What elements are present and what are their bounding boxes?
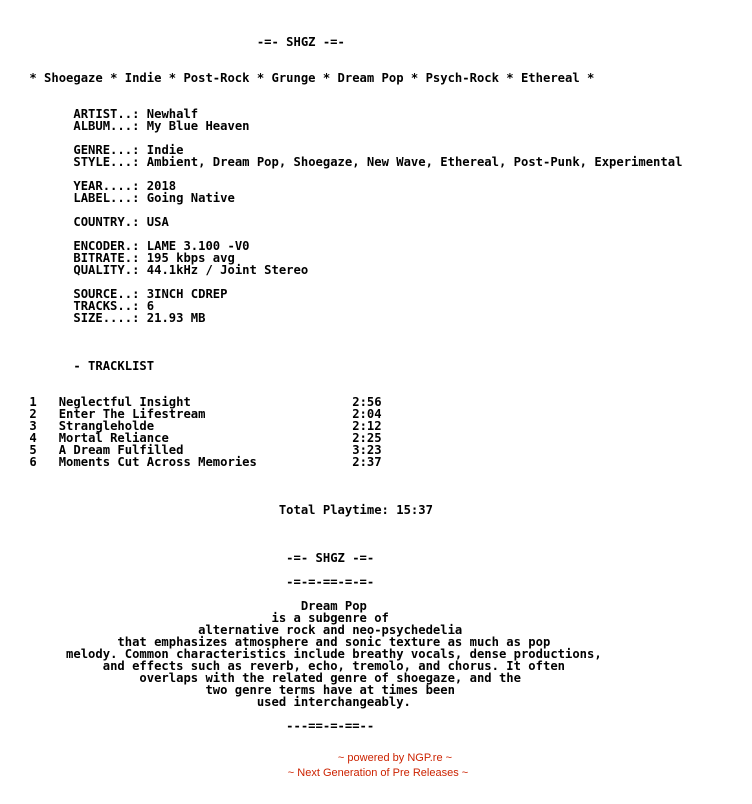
album-value: My Blue Heaven [146, 119, 250, 133]
nfo-text [0, 36, 682, 732]
track-title: Mortal Reliance [58, 431, 169, 445]
about-line-text: that emphasizes atmosphere and sonic texture as much as pop [117, 635, 551, 649]
country-label: COUNTRY.: [73, 215, 140, 229]
size-label: SIZE....: [73, 311, 140, 325]
total-playtime-text: Total Playtime: 15:37 [278, 503, 433, 517]
footer-tagline: ~ Next Generation of Pre Releases ~ [287, 767, 469, 779]
about-line-text: overlaps with the related genre of shoegaze, and the [139, 671, 521, 685]
about-line-text: melody. Common characteristics include breathy vocals, dense productions, [66, 647, 602, 661]
track-number: 1 [29, 395, 37, 409]
about-divider-top [0, 576, 682, 588]
source-label: SOURCE..: [73, 287, 140, 301]
tracklist-heading [0, 360, 682, 372]
track-time: 2:04 [352, 407, 382, 421]
quality-value: 44.1kHz / Joint Stereo [146, 263, 309, 277]
track-title: Moments Cut Across Memories [58, 455, 257, 469]
year-label: YEAR....: [73, 179, 140, 193]
encoder-value: LAME 3.100 -V0 [146, 239, 250, 253]
group-tag: -=- SHGZ -=- [256, 35, 345, 49]
encoder-label: ENCODER.: [73, 239, 140, 253]
size-row [0, 312, 682, 324]
group-tag-header [0, 36, 682, 48]
about-line-text: is a subgenre of [271, 611, 389, 625]
album-row [0, 120, 682, 132]
about-group-tag [0, 552, 682, 564]
label-label: LABEL...: [73, 191, 140, 205]
source-value: 3INCH CDREP [146, 287, 228, 301]
about-divider-top-text: -=-=-==-=-=- [286, 575, 375, 589]
track-title: Enter The Lifestream [58, 407, 206, 421]
about-line-text: alternative rock and neo-psychedelia [198, 623, 463, 637]
about-line-text: two genre terms have at times been [205, 683, 455, 697]
bitrate-value: 195 kbps avg [146, 251, 235, 265]
bitrate-label: BITRATE.: [73, 251, 140, 265]
track-time: 2:37 [352, 455, 382, 469]
track-title: Strangleholde [58, 419, 155, 433]
about-group-tag-text: -=- SHGZ -=- [286, 551, 375, 565]
label-value: Going Native [146, 191, 235, 205]
track-time: 2:56 [352, 395, 382, 409]
tracks-label: TRACKS..: [73, 299, 140, 313]
about-divider-bottom [0, 720, 682, 732]
country-row [0, 216, 682, 228]
genres-text: * Shoegaze * Indie * Post-Rock * Grunge * Dream Pop * Psych-Rock * Ethereal * [29, 71, 595, 85]
genre-label: GENRE...: [73, 143, 140, 157]
quality-label: QUALITY.: [73, 263, 140, 277]
about-line-text: and effects such as reverb, echo, tremolo, and chorus. It often [102, 659, 565, 673]
track-number: 4 [29, 431, 37, 445]
year-value: 2018 [146, 179, 177, 193]
label-row [0, 192, 682, 204]
album-label: ALBUM...: [73, 119, 140, 133]
about-divider-bottom-text: ---==-=-==-- [286, 719, 375, 733]
track-number: 6 [29, 455, 37, 469]
powered-by-text: ~ powered by NGP.re ~ [337, 752, 453, 764]
track-row [0, 456, 682, 468]
about-line [0, 696, 682, 708]
style-value: Ambient, Dream Pop, Shoegaze, New Wave, Ethereal, Post-Punk, Experimental [146, 155, 683, 169]
about-line-text: Dream Pop [300, 599, 367, 613]
tracklist-heading-text: - TRACKLIST [73, 359, 155, 373]
style-row [0, 156, 682, 168]
size-value: 21.93 MB [146, 311, 206, 325]
track-number: 5 [29, 443, 37, 457]
artist-label: ARTIST..: [73, 107, 140, 121]
track-time: 2:25 [352, 431, 382, 445]
track-number: 3 [29, 419, 37, 433]
genres-line [0, 72, 682, 84]
about-line-text: used interchangeably. [256, 695, 411, 709]
country-value: USA [146, 215, 169, 229]
total-playtime [0, 504, 682, 516]
style-label: STYLE...: [73, 155, 140, 169]
genre-value: Indie [146, 143, 184, 157]
track-time: 2:12 [352, 419, 382, 433]
track-time: 3:23 [352, 443, 382, 457]
track-number: 2 [29, 407, 37, 421]
track-title: Neglectful Insight [58, 395, 191, 409]
track-title: A Dream Fulfilled [58, 443, 184, 457]
quality-row [0, 264, 682, 276]
artist-value: Newhalf [146, 107, 199, 121]
tracks-value: 6 [146, 299, 155, 313]
